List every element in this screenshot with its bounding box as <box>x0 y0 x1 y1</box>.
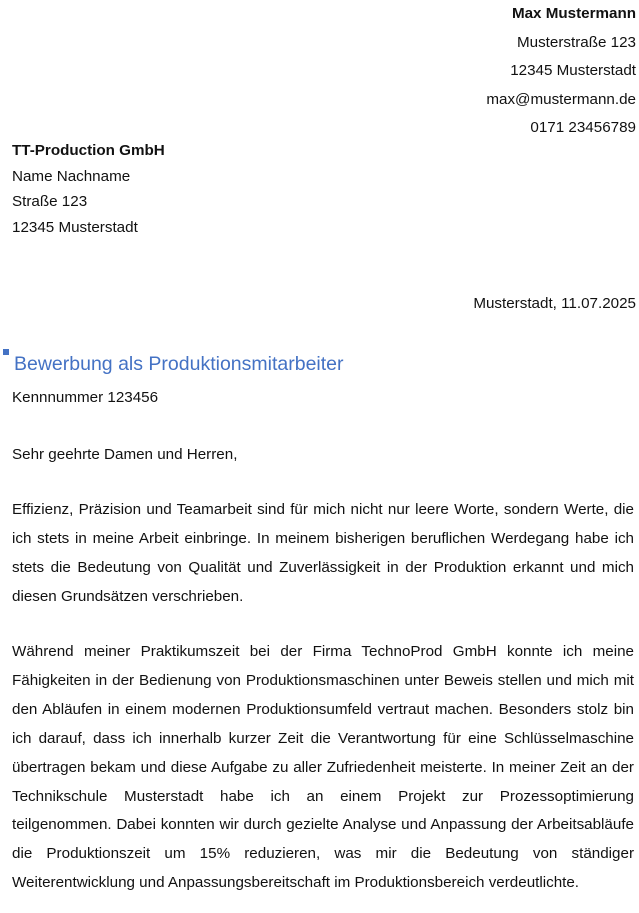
recipient-address-block <box>12 138 165 240</box>
reference-number: Kennnummer 123456 <box>12 389 159 406</box>
body-paragraph-1: Effizienz, Präzision und Teamarbeit sind für mich nicht nur leere Worte, sondern Werte, die ich stets in meine Arbeit einbringe. In meinem bisherigen beruflichen Werdegang habe ich stets die Bedeutung von Qualität und Zuverlässigkeit in der Produktion erkannt und mich diesen Grundsätzen verschrieben. <box>12 501 634 605</box>
sender-street: Musterstraße 123 <box>516 33 636 51</box>
recipient-city: 12345 Musterstadt <box>12 218 138 236</box>
sender-email: max@mustermann.de <box>486 90 636 108</box>
sender-city: 12345 Musterstadt <box>510 62 636 79</box>
sender-name: Max Mustermann <box>511 5 636 22</box>
place-date: Musterstadt, 11.07.2025 <box>473 295 636 312</box>
recipient-contact: Name Nachname <box>12 167 131 185</box>
sender-phone: 0171 23456789 <box>530 119 636 136</box>
recipient-street: Straße 123 <box>12 193 88 210</box>
body-paragraph-2: Während meiner Praktikumszeit bei der Firma TechnoProd GmbH konnte ich meine Fähigkeiten in der Bedienung von Produktionsmaschinen unter Beweis stellen und mich mit den Abläufen in einem modernen Produktionsumfeld vertraut machen. Besonders stolz bin ich darauf, dass ich innerhalb kurzer Zeit die Verantwortung für eine Schlüsselmaschine übertragen bekam und diese Aufgabe zu aller Zufriedenheit meisterte. In meiner Zeit an der Technikschule Musterstadt habe ich an einem Projekt zur Prozessoptimierung teilgenommen. Dabei konnten wir durch gezielte Analyse und Anpassung der Arbeitsabläufe die Produktionszeit um 15% reduzieren, was mir die Bedeutung von ständiger Weiterentwicklung und Anpassungsbereitschaft im Produktionsbereich verdeutlichte. <box>12 643 634 892</box>
recipient-company: TT-Production GmbH <box>12 142 165 159</box>
salutation: Sehr geehrte Damen und Herren, <box>12 446 238 463</box>
heading-marker-icon <box>3 349 9 355</box>
subject-heading: Bewerbung als Produktionsmitarbeiter <box>14 353 344 375</box>
sender-address-block <box>486 0 636 143</box>
